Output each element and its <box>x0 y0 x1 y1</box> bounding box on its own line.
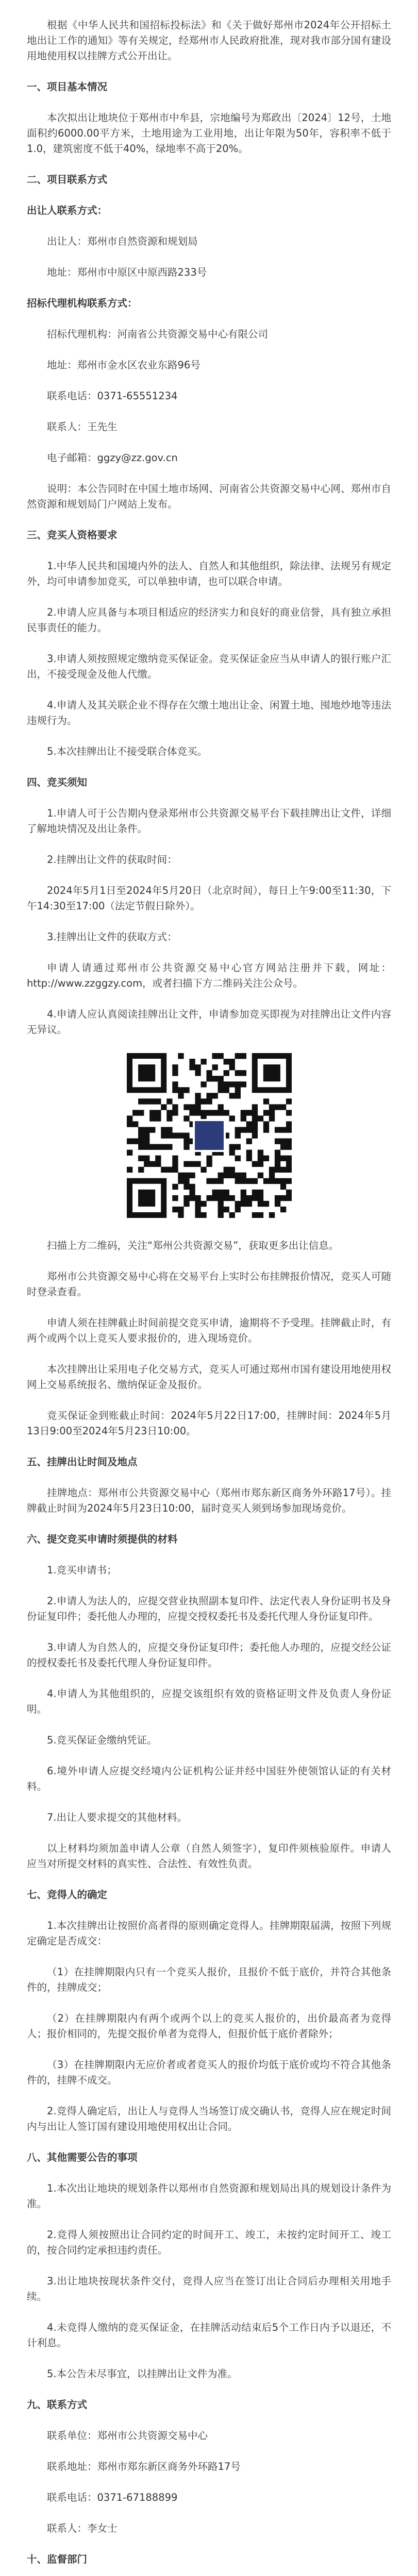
body-paragraph: （2）在挂牌期限内有两个或两个以上的竞买人报价的，出价最高者为竞得人；报价相同的，先提交报价单者为竞得人，但报价低于底价者除外； <box>27 2012 391 2040</box>
body-paragraph: 申请人请通过郑州市公共资源交易中心官方网站注册并下载，网址：http://www.zzggzy.com，或者扫描下方二维码关注公众号。 <box>27 962 391 989</box>
body-paragraph: 2.申请人为法人的，应提交营业执照副本复印件、法定代表人身份证明书及身份证复印件；委托他人办理的，应提交授权委托书及委托代理人身份证复印件。 <box>27 1595 391 1622</box>
body-paragraph: 2.竞得人确定后，出让人与竞得人当场签订成交确认书，竞得人应在规定时间内与出让人签订国有建设用地使用权出让合同。 <box>27 2105 391 2132</box>
body-paragraph: 3.出让地块按现状条件交付，竞得人应当在签订出让合同后办理相关用地手续。 <box>27 2275 391 2302</box>
body-paragraph: 4.申请人为其他组织的，应提交该组织有效的资格证明文件及负责人身份证明。 <box>27 1688 391 1715</box>
body-paragraph: 2.申请人应具备与本项目相适应的经济实力和良好的商业信誉，具有独立承担民事责任的能力。 <box>27 606 391 634</box>
section-heading: 三、竞买人资格要求 <box>27 529 118 541</box>
section-heading: 六、提交竞买申请时须提供的材料 <box>27 1533 178 1545</box>
body-paragraph: 1.本次挂牌出让按照价高者得的原则确定竞得人。挂牌期限届满，按照下列规定确定是否成交： <box>27 1920 391 1947</box>
body-paragraph: 郑州市公共资源交易中心将在交易平台上实时公布挂牌报价情况，竞买人可随时登录查看。 <box>27 1270 391 1298</box>
body-paragraph: 3.申请人须按照规定缴纳竞买保证金。竞买保证金应当从申请人的银行账户汇出，不接受现金及他人代缴。 <box>27 653 391 680</box>
body-paragraph: 联系人：王先生 <box>47 421 118 433</box>
body-paragraph: 说明：本公告同时在中国土地市场网、河南省公共资源交易中心网、郑州市自然资源和规划局门户网站上发布。 <box>27 483 391 510</box>
body-paragraph: 联系人：李女士 <box>47 2522 118 2534</box>
body-paragraph: （3）在挂牌期限内无应价者或者竞买人的报价均低于底价或均不符合其他条件的，挂牌不成交。 <box>27 2059 391 2086</box>
body-paragraph: 根据《中华人民共和国招标投标法》和《关于做好郑州市2024年公开招标土地出让工作的通知》等有关规定，经郑州市人民政府批准，现对我市部分国有建设用地使用权以挂牌方式公开出让。 <box>27 19 391 62</box>
section-heading: 五、挂牌出让时间及地点 <box>27 1456 138 1468</box>
body-paragraph: 2.竞得人须按照出让合同约定的时间开工、竣工，未按约定时间开工、竣工的，按合同约定承担违约责任。 <box>27 2229 391 2256</box>
body-paragraph: 挂牌地点：郑州市公共资源交易中心（郑州市郑东新区商务外环路17号）。挂牌截止时间为2024年5月23日10:00，届时竞买人须到场参加现场竞价。 <box>27 1487 391 1514</box>
body-paragraph: 电子邮箱：ggzy@zz.gov.cn <box>47 452 178 464</box>
body-paragraph: 竞买保证金到账截止时间：2024年5月22日17:00，挂牌时间：2024年5月13日9:00至2024年5月23日10:00。 <box>27 1410 391 1437</box>
body-paragraph: 4.申请人及其关联企业不得存在欠缴土地出让金、闲置土地、囤地炒地等违法违规行为。 <box>27 699 391 726</box>
body-paragraph: 申请人须在挂牌截止时间前提交竞买申请，逾期将不予受理。挂牌截止时，有两个或两个以上竞买人要求报价的，进入现场竞价。 <box>27 1317 391 1344</box>
body-paragraph: 1.中华人民共和国境内外的法人、自然人和其他组织，除法律、法规另有规定外，均可申请参加竞买，可以单独申请，也可以联合申请。 <box>27 560 391 587</box>
body-paragraph: 地址：郑州市金水区农业东路96号 <box>47 359 200 371</box>
body-paragraph: 地址：郑州市中原区中原西路233号 <box>47 266 207 278</box>
body-paragraph: 联系电话：0371-67188899 <box>47 2492 178 2503</box>
subsection-heading: 出让人联系方式： <box>27 205 108 216</box>
section-heading: 二、项目联系方式 <box>27 174 108 185</box>
body-paragraph: 联系电话：0371-65551234 <box>47 390 178 402</box>
body-paragraph: （1）在挂牌期限内只有一个竞买人报价，且报价不低于底价，并符合其他条件的，挂牌成交； <box>27 1966 391 1993</box>
qr-code-icon <box>127 1053 292 1218</box>
body-paragraph: 联系地址：郑州市郑东新区商务外环路17号 <box>47 2461 241 2472</box>
section-heading: 七、竞得人的确定 <box>27 1889 108 1901</box>
body-paragraph: 1.竞买申请书； <box>47 1564 117 1576</box>
body-paragraph: 1.本次出让地块的规划条件以郑州市自然资源和规划局出具的规划设计条件为准。 <box>27 2182 391 2210</box>
qr-logo-icon <box>193 1119 226 1152</box>
body-paragraph: 以上材料均须加盖申请人公章（自然人须签字），复印件须核验原件。申请人应当对所提交材料的真实性、合法性、有效性负责。 <box>27 1842 391 1870</box>
body-paragraph: 招标代理机构：河南省公共资源交易中心有限公司 <box>47 328 269 340</box>
qr-code-block <box>27 1053 391 1223</box>
body-paragraph: 本次拟出让地块位于郑州市中牟县，宗地编号为郑政出〔2024〕12号，土地面积约6000.00平方米，土地用途为工业用地，出让年限为50年，容积率不低于1.0，建筑密度不低于40%，绿地率不高于20%。 <box>27 112 391 155</box>
body-paragraph: 5.本公告未尽事宜，以挂牌出让文件为准。 <box>47 2368 238 2380</box>
body-paragraph: 3.申请人为自然人的，应提交身份证复印件；委托他人办理的，应提交经公证的授权委托书及委托代理人身份证复印件。 <box>27 1641 391 1669</box>
body-paragraph: 7.出让人要求提交的其他材料。 <box>47 1811 188 1823</box>
body-paragraph: 1.申请人可于公告期内登录郑州市公共资源交易平台下载挂牌出让文件，详细了解地块情况及出让条件。 <box>27 807 391 835</box>
body-paragraph: 6.境外申请人应提交经境内公证机构公证并经中国驻外使领馆认证的有关材料。 <box>27 1765 391 1792</box>
body-paragraph: 联系单位：郑州市公共资源交易中心 <box>47 2430 208 2442</box>
section-heading: 八、其他需要公告的事项 <box>27 2151 138 2163</box>
body-paragraph: 2.挂牌出让文件的获取时间： <box>47 854 177 866</box>
body-paragraph: 本次挂牌出让采用电子化交易方式，竞买人可通过郑州市国有建设用地使用权网上交易系统报名、缴纳保证金及报价。 <box>27 1363 391 1391</box>
section-heading: 十、监督部门 <box>27 2553 88 2565</box>
body-paragraph: 扫描上方二维码，关注“郑州公共资源交易”，获取更多出让信息。 <box>47 1240 339 1251</box>
body-paragraph: 5.竞买保证金缴纳凭证。 <box>47 1734 157 1746</box>
body-paragraph: 2024年5月1日至2024年5月20日（北京时间），每日上午9:00至11:30，下午14:30至17:00（法定节假日除外）。 <box>27 885 391 912</box>
section-heading: 九、联系方式 <box>27 2399 88 2411</box>
section-heading: 四、竞买须知 <box>27 776 88 788</box>
body-paragraph: 4.未竞得人缴纳的竞买保证金，在挂牌活动结束后5个工作日内予以退还，不计利息。 <box>27 2321 391 2349</box>
body-paragraph: 5.本次挂牌出让不接受联合体竞买。 <box>47 745 208 757</box>
section-heading: 一、项目基本情况 <box>27 81 108 93</box>
body-paragraph: 4.申请人应认真阅读挂牌出让文件，申请参加竞买即视为对挂牌出让文件内容无异议。 <box>27 1008 391 1036</box>
subsection-heading: 招标代理机构联系方式： <box>27 297 138 309</box>
body-paragraph: 出让人：郑州市自然资源和规划局 <box>47 235 198 247</box>
body-paragraph: 3.挂牌出让文件的获取方式： <box>47 931 177 943</box>
